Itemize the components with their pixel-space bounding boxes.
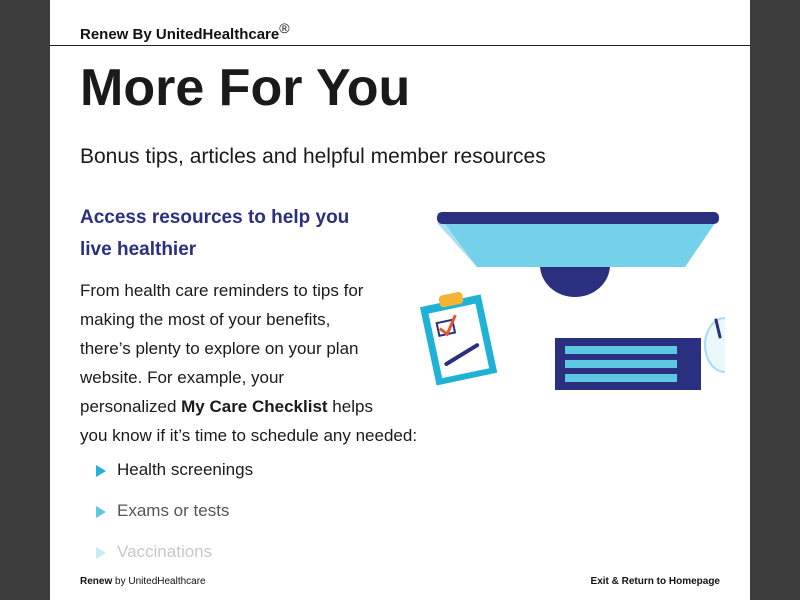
section-heading-line: Access resources to help you — [80, 207, 350, 228]
body-text: helps — [327, 397, 373, 416]
triangle-bullet-icon — [96, 465, 106, 477]
keyboard-icon — [555, 338, 701, 390]
body-line: you know if it’s time to schedule any needed: — [80, 426, 418, 445]
body-line: making the most of your benefits, — [80, 310, 331, 329]
list-item-label: Exams or tests — [117, 501, 230, 520]
triangle-bullet-icon — [96, 547, 106, 559]
footer-brand — [80, 576, 206, 587]
body-line: From health care reminders to tips for — [80, 281, 364, 300]
page-subtitle: Bonus tips, articles and helpful member resources — [80, 145, 546, 168]
body-text: personalized — [80, 397, 182, 416]
registered-mark: ® — [279, 20, 290, 36]
footer-brand-renew: Renew — [80, 576, 113, 587]
body-line: there’s plenty to explore on your plan — [80, 339, 359, 358]
clipboard-checklist-icon — [419, 288, 498, 386]
brand-name: Renew By UnitedHealthcare — [80, 26, 280, 43]
list-item — [96, 501, 253, 542]
list-item-label: Vaccinations — [117, 542, 213, 561]
body-paragraph — [80, 276, 450, 450]
body-line: website. For example, your — [80, 368, 285, 387]
mouse-icon — [705, 318, 725, 372]
monitor-icon — [437, 212, 719, 297]
list-item-label: Health screenings — [117, 460, 254, 479]
page-title: More For You — [80, 59, 411, 117]
section-heading-line: live healthier — [80, 239, 197, 260]
checklist-items — [96, 460, 253, 583]
my-care-checklist-term: My Care Checklist — [181, 397, 328, 416]
header-divider — [50, 45, 750, 46]
footer-brand-rest: by UnitedHealthcare — [112, 576, 206, 587]
exit-return-link[interactable]: Exit & Return to Homepage — [590, 576, 720, 587]
triangle-bullet-icon — [96, 506, 106, 518]
content-page — [50, 0, 750, 600]
body-line — [80, 392, 450, 421]
section-heading — [80, 202, 400, 266]
computer-illustration — [415, 205, 725, 405]
brand-header — [80, 20, 290, 43]
list-item — [96, 460, 253, 501]
